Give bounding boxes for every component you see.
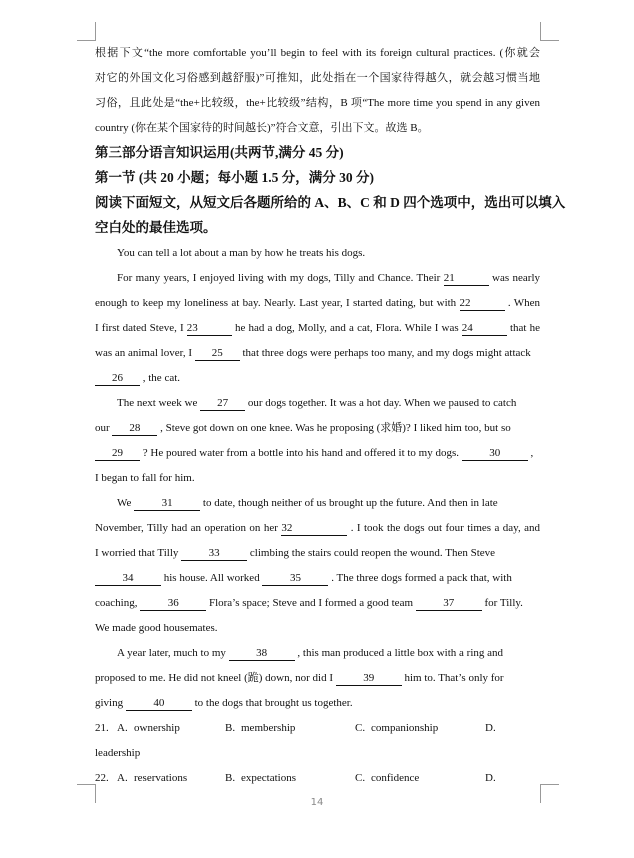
answer-blank-25: 25	[195, 347, 240, 361]
text-line	[95, 269, 540, 294]
answer-blank-32: 32	[281, 522, 347, 536]
text-line	[95, 94, 540, 119]
text-line	[95, 44, 540, 69]
document-body	[95, 44, 566, 794]
margin-corner-mark	[540, 22, 559, 41]
text-run: You can tell a lot about a man by how he treats his dogs.	[117, 247, 366, 259]
text-run: coaching,	[95, 597, 141, 609]
answer-blank-30: 30	[462, 447, 528, 461]
text-line	[95, 544, 540, 569]
option-letter: B.	[225, 772, 236, 784]
text-run: to the dogs that brought us together.	[191, 697, 353, 709]
text-run: The next week we	[117, 397, 201, 409]
option-letter: B.	[225, 722, 236, 734]
answer-blank-34: 34	[95, 572, 161, 586]
text-line	[95, 519, 540, 544]
text-run: November, Tilly had an operation on her	[95, 522, 282, 534]
answer-blank-36: 36	[140, 597, 206, 611]
text-line	[95, 694, 540, 719]
answer-blank-33: 33	[181, 547, 247, 561]
text-line	[95, 344, 540, 369]
option-letter: C.	[355, 772, 366, 784]
answer-blank-35: 35	[262, 572, 328, 586]
text-line	[95, 419, 540, 444]
text-line	[95, 619, 540, 644]
option-letter: C.	[355, 722, 366, 734]
text-run: climbing the stairs could reopen the wound. Then Steve	[247, 547, 496, 559]
question-number: 21.	[95, 722, 109, 734]
text-run: . The three dogs formed a pack that, with	[328, 572, 512, 584]
text-line	[95, 119, 540, 144]
answer-blank-31: 31	[134, 497, 200, 511]
text-line	[95, 669, 540, 694]
option-letter: A.	[117, 772, 128, 784]
option-text: reservations	[134, 772, 188, 784]
text-run: We	[117, 497, 135, 509]
text-line	[95, 244, 540, 269]
text-run: giving	[95, 697, 126, 709]
text-run: . When	[504, 297, 540, 309]
option-text-overflow: leadership	[95, 747, 141, 759]
text-run: for Tilly.	[481, 597, 523, 609]
question-21	[95, 719, 540, 744]
text-run: For many years, I enjoyed living with my dogs, Tilly and Chance. Their	[117, 272, 444, 284]
answer-blank-23: 23	[187, 322, 232, 336]
text-run: 习俗，且此处是“the+比较级，the+比较级”结构，B 项“The more time you spend in any given	[95, 97, 540, 109]
text-run: country (你在某个国家待的时间越长)”符合文意，引出下文。故选 B。	[95, 122, 429, 134]
text-run: 空白处的最佳选项。	[95, 220, 217, 235]
text-line	[95, 644, 540, 669]
answer-blank-37: 37	[416, 597, 482, 611]
option-letter: D.	[485, 722, 496, 734]
text-run: 阅读下面短文，从短文后各题所给的 A、B、C 和 D 四个选项中，选出可以填入	[95, 195, 566, 210]
question-number: 22.	[95, 772, 109, 784]
text-line	[95, 469, 540, 494]
text-run: 第一节 (共 20 小题；每小题 1.5 分，满分 30 分)	[95, 170, 374, 185]
text-line	[95, 69, 540, 94]
text-run: , this man produced a little box with a ring and	[294, 647, 504, 659]
text-line	[95, 594, 540, 619]
text-run: 第三部分语言知识运用(共两节,满分 45 分)	[95, 145, 344, 160]
text-run: Flora’s space; Steve and I formed a good team	[206, 597, 416, 609]
answer-blank-26: 26	[95, 372, 140, 386]
text-run: We made good housemates.	[95, 622, 218, 634]
text-run: A year later, much to my	[117, 647, 229, 659]
text-line	[95, 394, 540, 419]
text-line	[95, 144, 540, 169]
page-number: 14	[310, 797, 324, 808]
answer-blank-24: 24	[462, 322, 507, 336]
option-text: ownership	[134, 722, 180, 734]
option-text: expectations	[241, 772, 296, 784]
text-line	[95, 319, 540, 344]
text-run: proposed to me. He did not kneel (跪) down, nor did I	[95, 672, 336, 684]
text-line	[95, 194, 566, 219]
option-text: companionship	[371, 722, 439, 734]
text-run: he had a dog, Molly, and a cat, Flora. While I was	[231, 322, 462, 334]
answer-blank-28: 28	[112, 422, 157, 436]
text-line	[95, 494, 540, 519]
text-run: 根据下文“the more comfortable you’ll begin to feel with its foreign cultural practices. (你就会	[95, 47, 540, 59]
answer-blank-22: 22	[460, 297, 505, 311]
text-run: . I took the dogs out four times a day, and	[347, 522, 540, 534]
text-run: enough to keep my loneliness at bay. Nearly. Last year, I started dating, but with	[95, 297, 460, 309]
answer-blank-29: 29	[95, 447, 140, 461]
text-run: ,	[527, 447, 534, 459]
text-run: 对它的外国文化习俗感到越舒服)”可推知，此处指在一个国家待得越久，就会越习惯当地	[95, 72, 540, 84]
option-text: confidence	[371, 772, 420, 784]
text-run: was an animal lover, I	[95, 347, 195, 359]
answer-blank-39: 39	[336, 672, 402, 686]
text-run: that three dogs were perhaps too many, and my dogs might attack	[239, 347, 531, 359]
text-line	[95, 169, 540, 194]
answer-blank-21: 21	[444, 272, 489, 286]
answer-blank-27: 27	[200, 397, 245, 411]
text-line	[95, 444, 540, 469]
text-line	[95, 569, 540, 594]
text-run: that he	[506, 322, 540, 334]
text-run: I worried that Tilly	[95, 547, 182, 559]
text-line	[95, 369, 540, 394]
text-run: our	[95, 422, 113, 434]
option-letter: A.	[117, 722, 128, 734]
text-run: , Steve got down on one knee. Was he proposing (求婚)? I liked him too, but so	[157, 422, 511, 434]
text-run: our dogs together. It was a hot day. When we paused to catch	[245, 397, 517, 409]
text-run: his house. All worked	[161, 572, 263, 584]
option-letter: D.	[485, 772, 496, 784]
text-run: him to. That’s only for	[401, 672, 504, 684]
answer-blank-38: 38	[229, 647, 295, 661]
option-text: membership	[241, 722, 296, 734]
text-run: I began to fall for him.	[95, 472, 195, 484]
text-run: was nearly	[488, 272, 540, 284]
text-line	[95, 219, 540, 244]
answer-blank-40: 40	[126, 697, 192, 711]
margin-corner-mark	[77, 22, 96, 41]
text-run: ? He poured water from a bottle into his hand and offered it to my dogs.	[140, 447, 462, 459]
text-line	[95, 294, 540, 319]
text-run: to date, though neither of us brought up the future. And then in late	[200, 497, 498, 509]
text-run: I first dated Steve, I	[95, 322, 187, 334]
question-22	[95, 769, 540, 794]
text-run: , the cat.	[140, 372, 181, 384]
